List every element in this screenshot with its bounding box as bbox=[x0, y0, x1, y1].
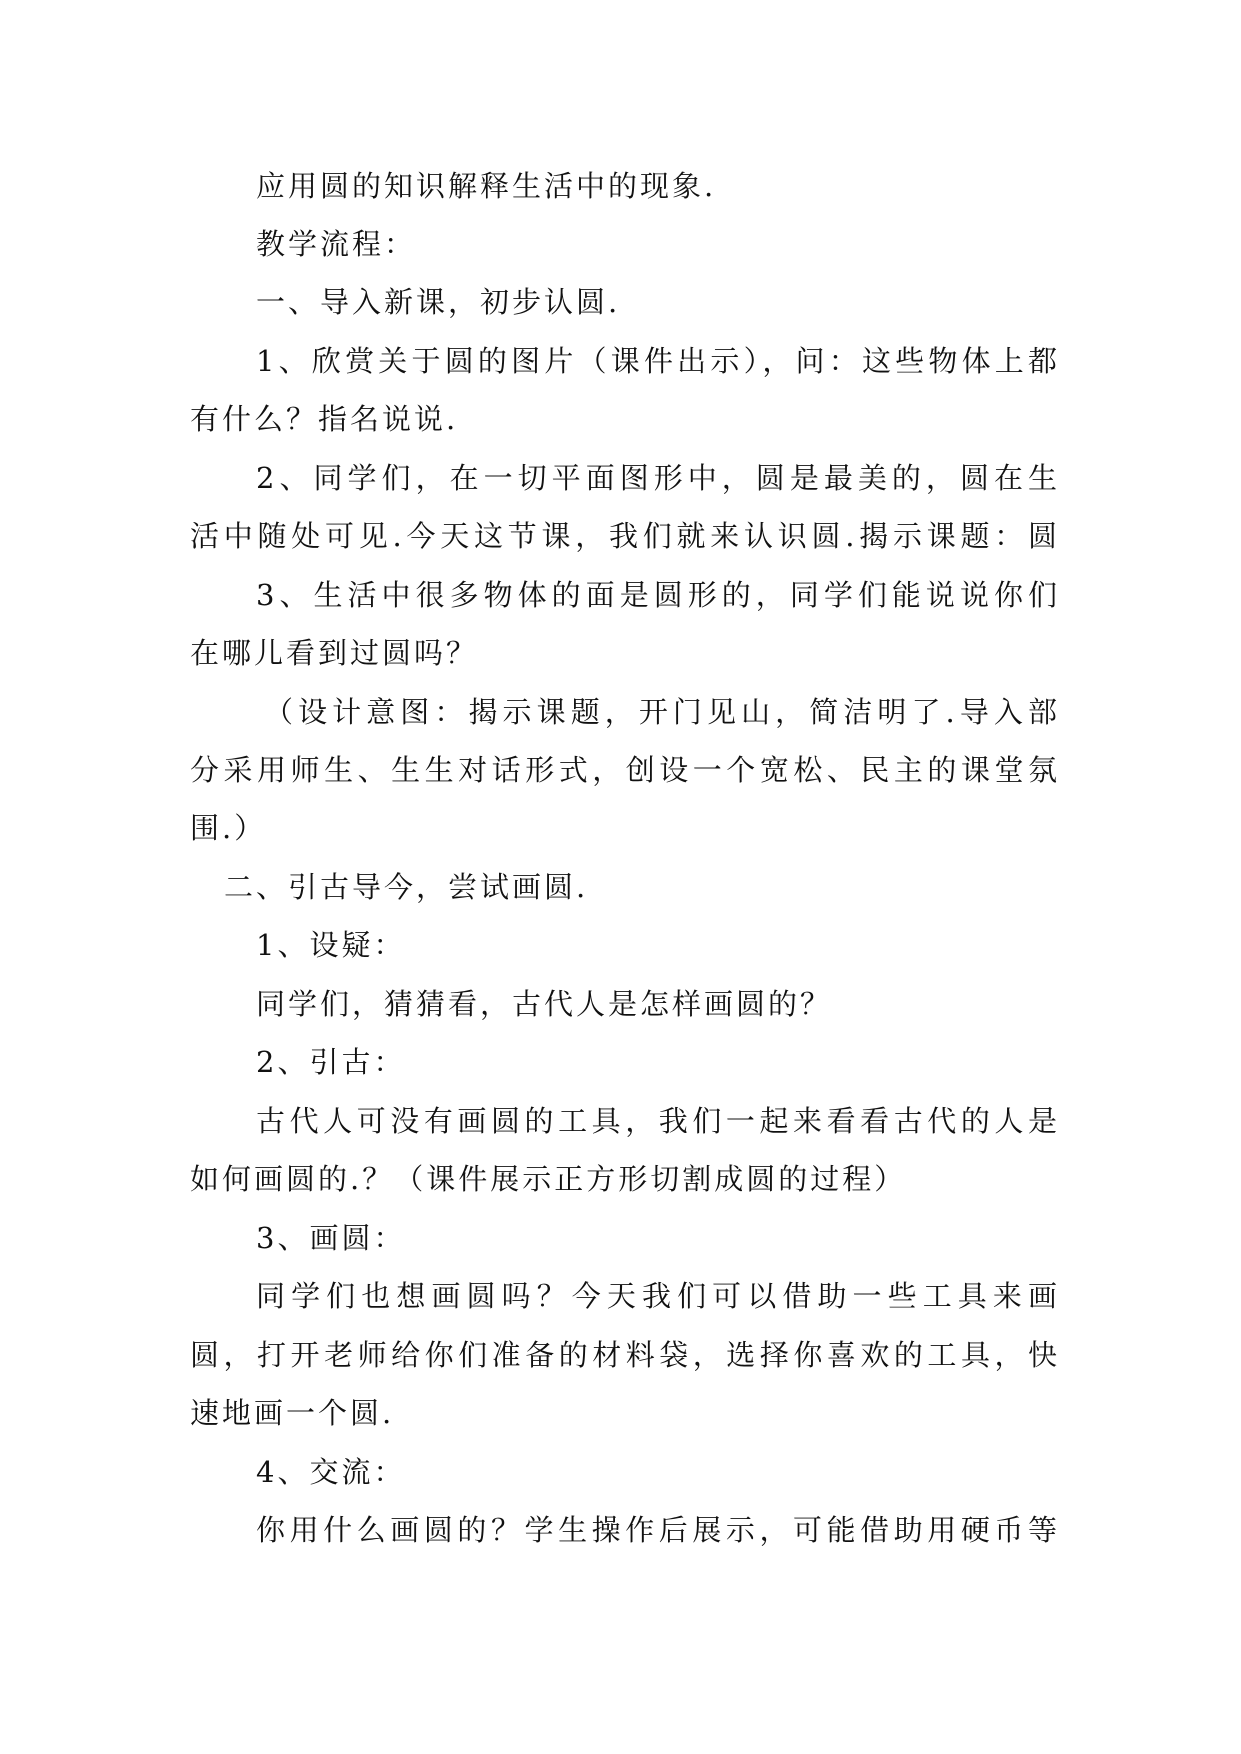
text-line: 你用什么画圆的？学生操作后展示，可能借助用硬币等 bbox=[256, 1513, 1060, 1547]
text-line: 教学流程： bbox=[256, 227, 417, 261]
text-line: 速地画一个圆. bbox=[190, 1396, 395, 1430]
text-line: 3、画圆： bbox=[256, 1221, 406, 1255]
section-heading: 二、引古导今，尝试画圆. bbox=[224, 870, 589, 904]
text-line: 围.） bbox=[190, 811, 267, 845]
text-line: 活中随处可见.今天这节课，我们就来认识圆.揭示课题：圆 bbox=[190, 519, 1060, 553]
text-line: 3、生活中很多物体的面是圆形的，同学们能说说你们 bbox=[256, 578, 1060, 612]
text-line: 同学们，猜猜看，古代人是怎样画圆的？ bbox=[256, 987, 833, 1021]
text-line: 同学们也想画圆吗？今天我们可以借助一些工具来画 bbox=[256, 1279, 1060, 1313]
text-line: 在哪儿看到过圆吗？ bbox=[190, 636, 479, 670]
text-line: 1、设疑： bbox=[256, 928, 406, 962]
text-line: 分采用师生、生生对话形式，创设一个宽松、民主的课堂氛 bbox=[190, 753, 1060, 787]
section-heading: 一、导入新课，初步认圆. bbox=[256, 285, 621, 319]
text-line: 如何画圆的.？（课件展示正方形切割成圆的过程） bbox=[190, 1162, 907, 1196]
text-line: 应用圆的知识解释生活中的现象. bbox=[256, 169, 717, 203]
text-line: 有什么？指名说说. bbox=[190, 402, 459, 436]
text-line: 4、交流： bbox=[256, 1455, 406, 1489]
text-line: 古代人可没有画圆的工具，我们一起来看看古代的人是 bbox=[256, 1104, 1060, 1138]
text-line: 1、欣赏关于圆的图片（课件出示），问：这些物体上都 bbox=[256, 344, 1060, 378]
text-line: 圆，打开老师给你们准备的材料袋，选择你喜欢的工具，快 bbox=[190, 1338, 1060, 1372]
text-line: （设计意图：揭示课题，开门见山，简洁明了.导入部 bbox=[264, 695, 1060, 729]
text-line: 2、同学们，在一切平面图形中，圆是最美的，圆在生 bbox=[256, 461, 1060, 495]
text-line: 2、引古： bbox=[256, 1045, 406, 1079]
